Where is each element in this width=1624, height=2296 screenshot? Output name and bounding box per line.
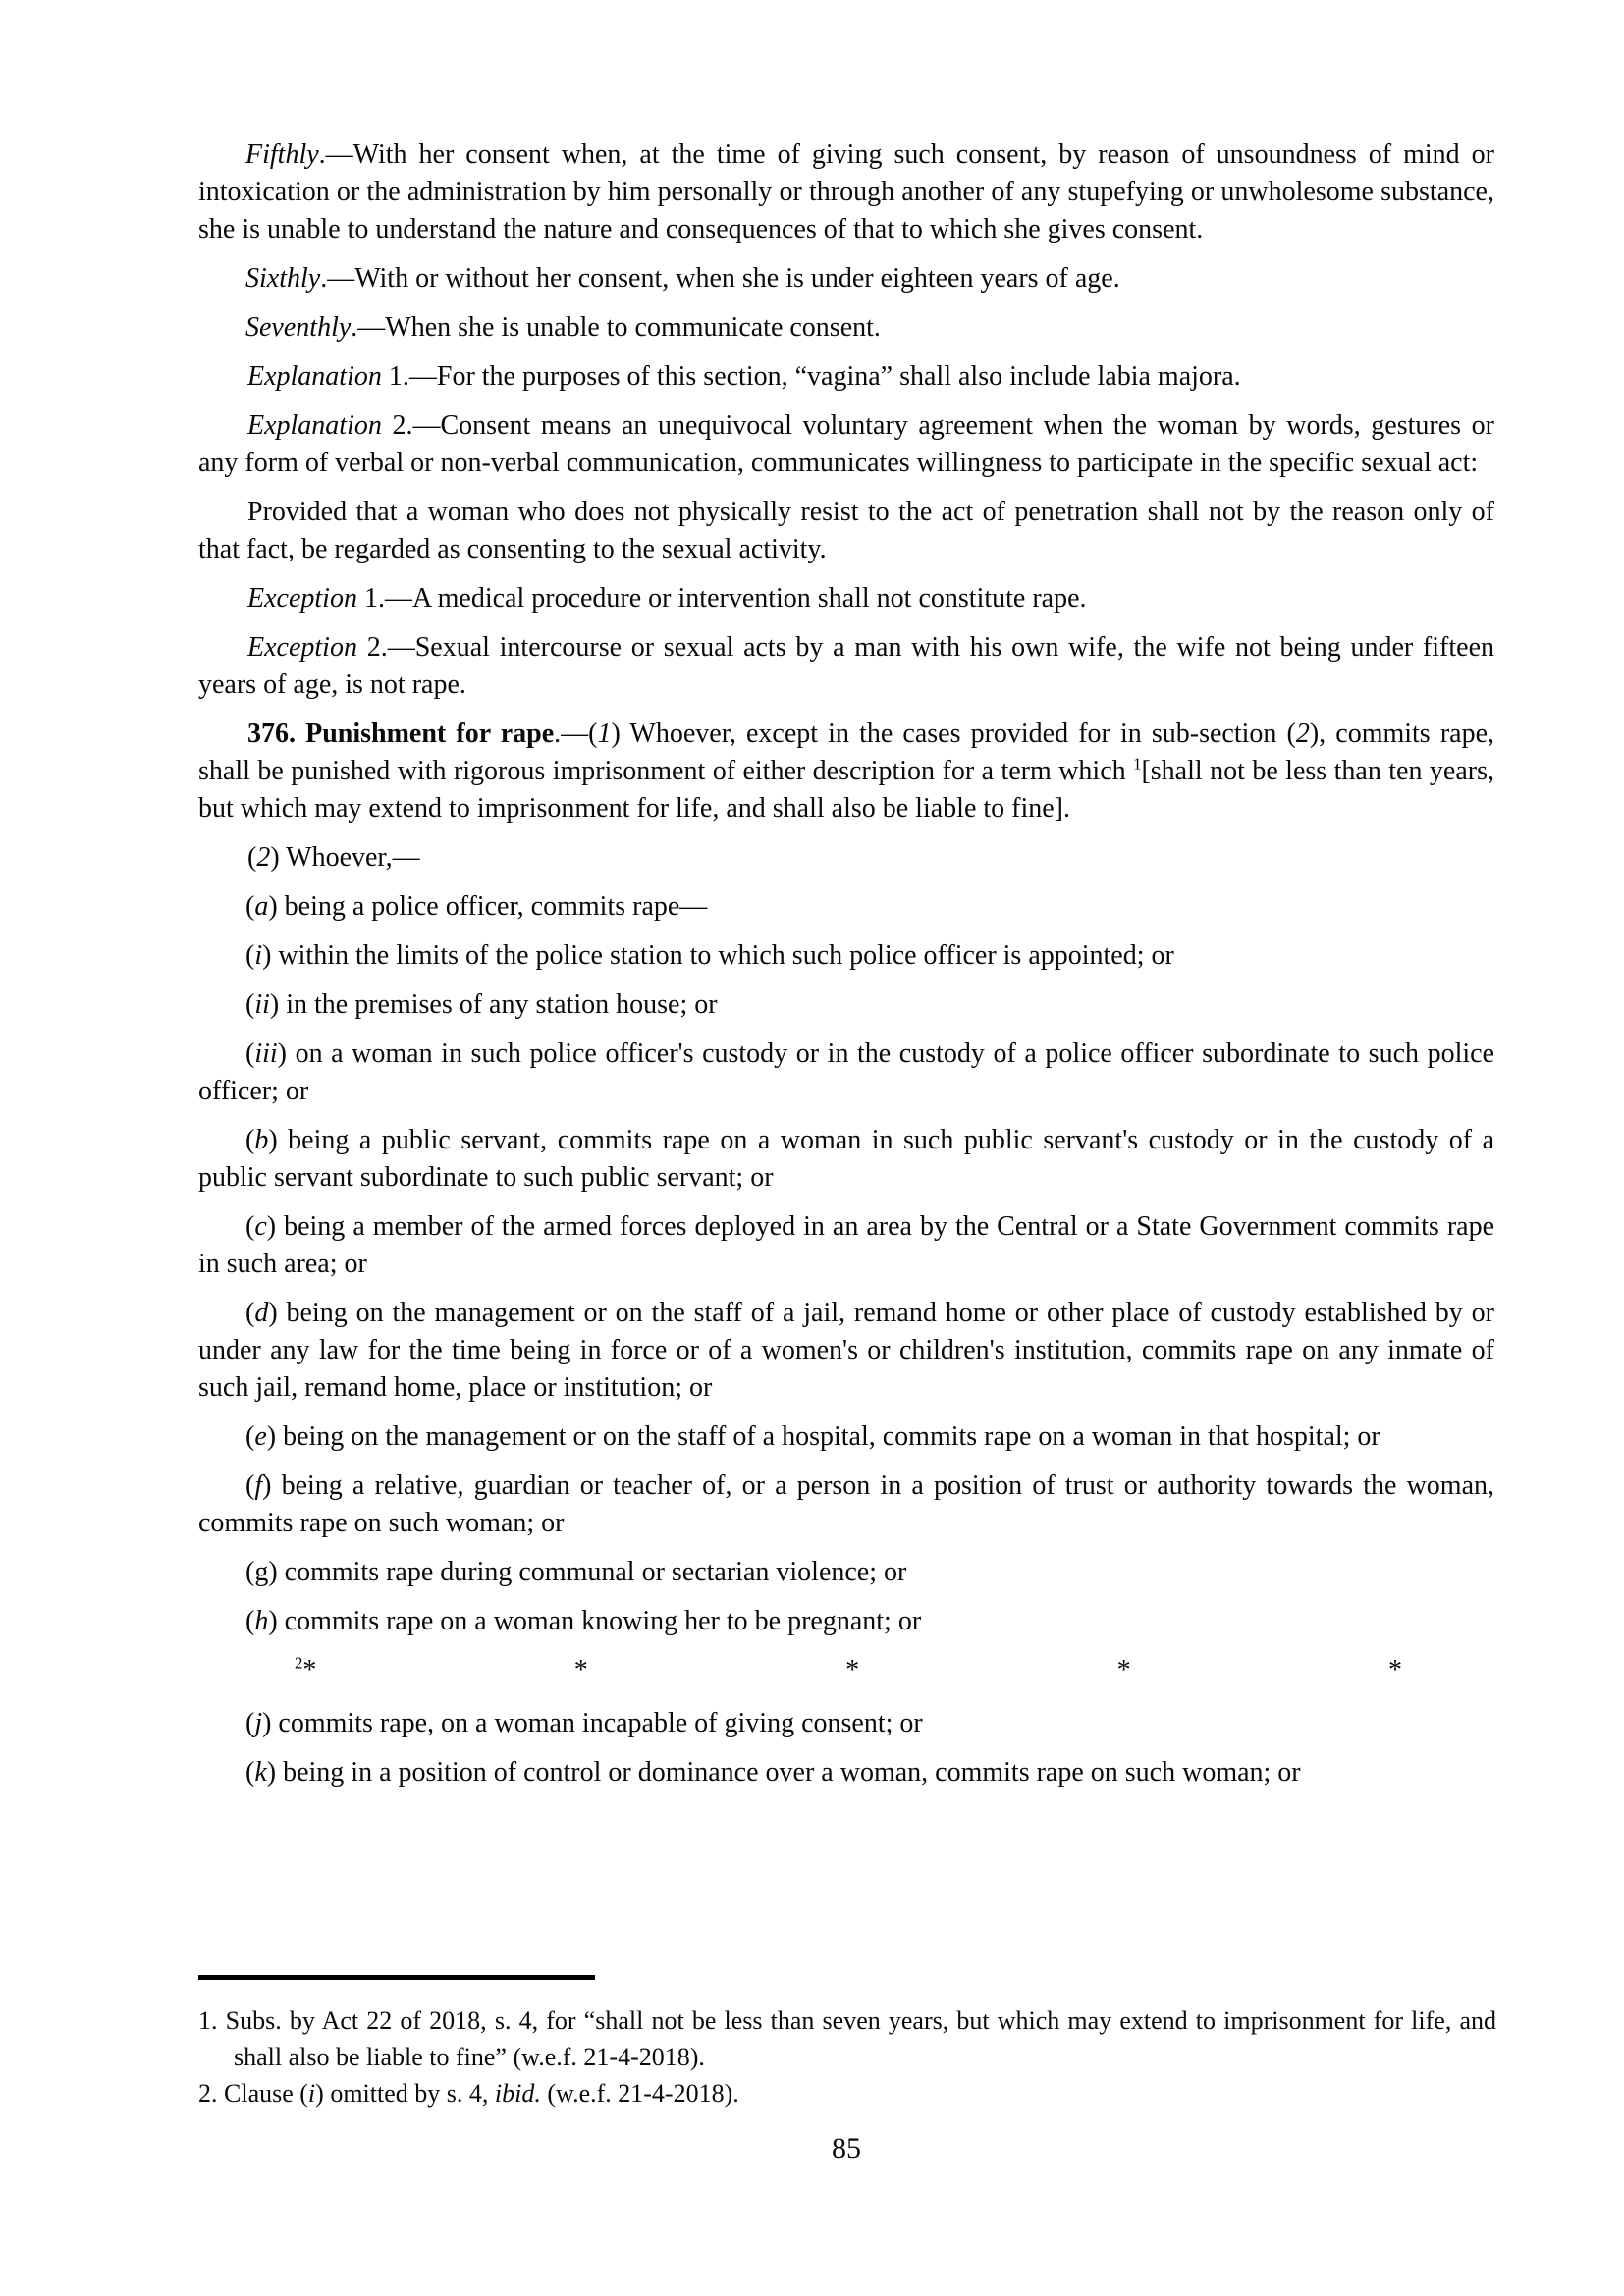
text-segment: (	[245, 1470, 255, 1501]
text-segment: j	[254, 1708, 263, 1738]
text-segment: .—With or without her consent, when she is under eighteen years of age.	[320, 263, 1120, 294]
text-segment: (	[245, 940, 255, 971]
text-segment: ) being a public servant, commits rape on a woman in such public servant's custody or in the custody of a public servant subordinate to such public servant; or	[198, 1125, 1494, 1193]
text-segment: Fifthly	[245, 139, 319, 170]
text-segment: 2.—Consent means an unequivocal voluntary agreement when the woman by words, gestures or any form of verbal or non-verbal communication, communicates willingness to participate in the specific sexual act:	[198, 410, 1494, 478]
clause-h	[198, 1603, 1494, 1640]
text-segment: Seventhly	[245, 312, 352, 343]
text-segment: (	[245, 1421, 255, 1452]
text-segment: 1.—A medical procedure or intervention shall not constitute rape.	[356, 583, 1087, 614]
clause-a-iii	[198, 1036, 1494, 1110]
clause-c	[198, 1208, 1494, 1283]
footnote-reference: 2	[295, 1653, 303, 1673]
text-segment: d	[254, 1298, 269, 1328]
omitted-clause-asterisks	[295, 1652, 1402, 1689]
text-segment: Provided that a woman who does not physically resist to the act of penetration shall not by the reason only of that fact, be regarded as consenting to the sexual activity.	[198, 497, 1494, 564]
text-segment: (	[245, 1606, 255, 1636]
explanation-2	[198, 407, 1494, 482]
text-segment: 2. Clause (	[198, 2079, 308, 2108]
footnote-rule	[198, 1975, 595, 1980]
text-segment: ) on a woman in such police officer's custody or in the custody of a police officer subordinate to such police officer; or	[198, 1039, 1494, 1106]
text-segment: ) being on the management or on the staff of a hospital, commits rape on a woman in that hospital; or	[266, 1421, 1380, 1452]
text-segment: a	[254, 891, 269, 922]
text-segment: .—With her consent when, at the time of giving such consent, by reason of unsoundness of mind or intoxication or the administration by him personally or through another of any stupefying or unwholesome substance, she is unable to understand the nature and consequences of that to which she gives consent.	[198, 139, 1494, 244]
clause-g	[198, 1554, 1494, 1591]
text-segment: f	[254, 1470, 263, 1501]
text-segment: Sixthly	[245, 263, 321, 294]
text-segment: ) within the limits of the police station to which such police officer is appointed; or	[262, 940, 1174, 971]
footnote-1	[198, 2002, 1496, 2075]
clause-e	[198, 1418, 1494, 1456]
asterisk: *	[845, 1655, 860, 1685]
text-segment: iii	[254, 1039, 278, 1069]
text-segment: .—(	[554, 719, 598, 749]
clause-a	[198, 888, 1494, 926]
clause-k	[198, 1754, 1494, 1791]
text-segment: k	[254, 1757, 267, 1788]
text-segment: 1.—For the purposes of this section, “vagina” shall also include labia majora.	[381, 361, 1241, 392]
text-segment: 1. Subs. by Act 22 of 2018, s. 4, for “shall not be less than seven years, but which may extend to imprisonment for life, and shall also be liable to fine” (w.e.f. 21-4-2018).	[198, 2006, 1496, 2071]
text-segment: (g) commits rape during communal or sectarian violence; or	[245, 1557, 907, 1587]
text-segment: 1	[1133, 754, 1142, 774]
text-segment: ) commits rape on a woman knowing her to be pregnant; or	[268, 1606, 922, 1636]
text-segment: ) commits rape, on a woman incapable of giving consent; or	[262, 1708, 923, 1738]
text-segment: 376. Punishment for rape	[247, 719, 555, 749]
asterisk: *	[573, 1655, 588, 1685]
text-segment: ) being on the management or on the staff of a jail, remand home or other place of custody established by or under any law for the time being in force or of a women's or children's institution, commits rape on any inmate of such jail, remand home, place or institution; or	[198, 1298, 1494, 1403]
document-body	[198, 136, 1494, 1803]
clause-f	[198, 1468, 1494, 1542]
text-segment: [shall not be less than ten years, but which may extend to imprisonment for life, and shall also be liable to fine].	[198, 756, 1494, 824]
page-number: 85	[832, 2132, 861, 2164]
text-segment: ) being a relative, guardian or teacher of, or a person in a position of trust or authority towards the woman, commits rape on such woman; or	[198, 1470, 1494, 1538]
asterisk: *	[1387, 1655, 1402, 1685]
text-segment: i	[307, 2079, 316, 2108]
text-segment: .—When she is unable to communicate consent.	[351, 312, 881, 343]
text-segment: ) being a member of the armed forces deployed in an area by the Central or a State Government commits rape in such area; or	[198, 1211, 1494, 1279]
text-segment: (	[245, 989, 255, 1020]
clause-a-i	[198, 937, 1494, 975]
clause-j	[198, 1705, 1494, 1742]
text-segment: Explanation	[247, 361, 382, 392]
text-segment: (	[245, 1211, 255, 1242]
text-segment: 1	[597, 719, 612, 749]
exception-1	[198, 580, 1494, 617]
exception-2	[198, 629, 1494, 704]
text-segment: b	[254, 1125, 269, 1155]
text-segment: h	[254, 1606, 269, 1636]
text-segment: i	[254, 940, 263, 971]
text-segment: (	[245, 1757, 255, 1788]
clause-sixthly	[198, 260, 1494, 297]
text-segment: (	[245, 1125, 255, 1155]
text-segment: (w.e.f. 21-4-2018).	[540, 2079, 739, 2108]
text-segment: ) Whoever,—	[270, 842, 420, 873]
text-segment: (	[245, 891, 255, 922]
clause-seventhly	[198, 309, 1494, 347]
text-segment: ibid.	[494, 2079, 541, 2108]
text-segment: ), commits rape, shall be punished with rigorous imprisonment of either description for a term which	[198, 719, 1494, 786]
text-segment: ) in the premises of any station house; or	[269, 989, 718, 1020]
subsection-2-whoever	[198, 839, 1494, 877]
section-376-punishment-for-rape	[198, 716, 1494, 828]
text-segment: Exception	[247, 632, 357, 663]
text-segment: 2	[1295, 719, 1310, 749]
proviso	[198, 494, 1494, 568]
text-segment: (	[245, 1039, 255, 1069]
text-segment: 2	[256, 842, 271, 873]
text-segment: ) omitted by s. 4,	[315, 2079, 495, 2108]
footnote-2	[198, 2075, 1496, 2111]
explanation-1	[198, 358, 1494, 396]
text-segment: ) being in a position of control or dominance over a woman, commits rape on such woman; or	[266, 1757, 1301, 1788]
text-segment: 2.—Sexual intercourse or sexual acts by a man with his own wife, the wife not being under fifteen years of age, is not rape.	[198, 632, 1494, 700]
clause-a-ii	[198, 987, 1494, 1024]
asterisk: $^2$*	[295, 1653, 317, 1685]
asterisk: *	[1116, 1655, 1131, 1685]
text-segment: Explanation	[247, 410, 382, 441]
footnotes-section	[198, 2002, 1496, 2111]
clause-fifthly	[198, 136, 1494, 248]
text-segment: ) Whoever, except in the cases provided for in sub-section (	[611, 719, 1296, 749]
text-segment: (	[247, 842, 257, 873]
clause-b	[198, 1122, 1494, 1197]
clause-d	[198, 1295, 1494, 1407]
text-segment: (	[245, 1708, 255, 1738]
text-segment: Exception	[247, 583, 357, 614]
text-segment: (	[245, 1298, 255, 1328]
text-segment: ) being a police officer, commits rape—	[268, 891, 708, 922]
text-segment: ii	[254, 989, 270, 1020]
text-segment: c	[254, 1211, 267, 1242]
text-segment: e	[254, 1421, 267, 1452]
